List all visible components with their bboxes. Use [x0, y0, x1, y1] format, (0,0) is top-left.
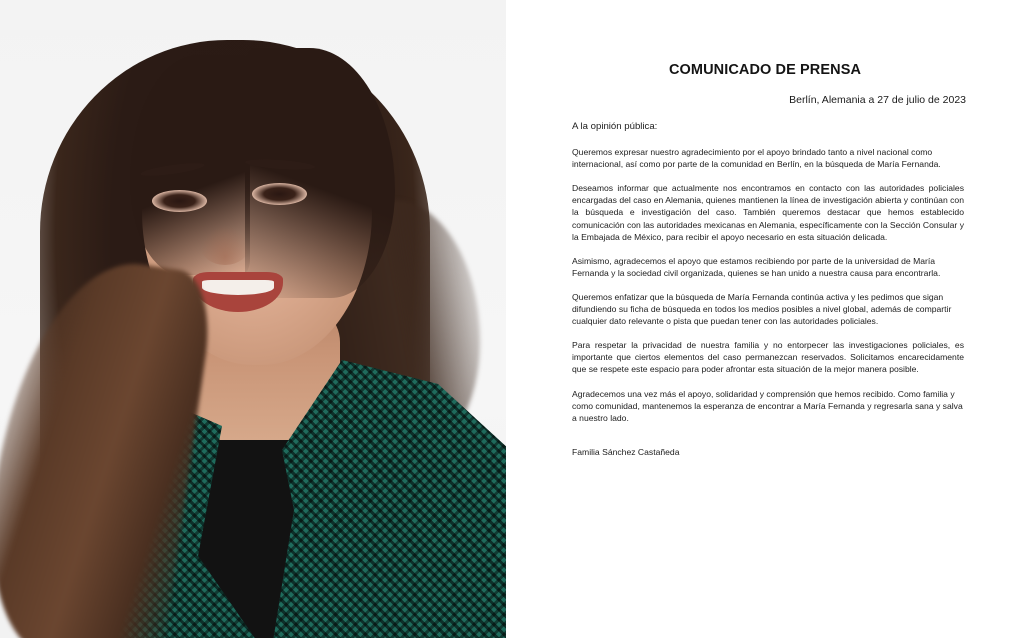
paragraph-1: Queremos expresar nuestro agradecimiento por el apoyo brindado tanto a nivel nacional como internacional, así como por parte de la comunidad en Berlín, en la búsqueda de María Fernanda.: [572, 147, 941, 170]
document-title: COMUNICADO DE PRENSA: [668, 62, 862, 78]
smile-teeth: [202, 280, 274, 295]
document-body: [572, 121, 964, 470]
portrait-photo: [0, 0, 506, 638]
paragraph-5: Para respetar la privacidad de nuestra familia y no entorpecer las investigaciones policiales, es importante que ciertos elementos del caso permanezcan reservados. Solicitamos encarecidamente que se respete este espacio para poder afrontar esta situación de la mejor manera posible.: [572, 340, 964, 375]
press-release-document: [506, 0, 1024, 638]
date-line: Berlín, Alemania a 27 de julio de 2023: [789, 94, 966, 106]
eye-left: [152, 190, 207, 212]
nose-shape: [200, 225, 250, 265]
paragraph-4: Queremos enfatizar que la búsqueda de María Fernanda continúa activa y les pedimos que sigan difundiendo su ficha de búsqueda en todos los medios posibles a nivel global, además de compartir cualquier dato relevante o pista que puedan tener con las autoridades policiales.: [572, 291, 952, 327]
signature: Familia Sánchez Castañeda: [572, 446, 680, 457]
paragraph-3: Asimismo, agradecemos el apoyo que estamos recibiendo por parte de la universidad de María Fernanda y la sociedad civil organizada, quienes se han unido a nuestra causa para encontrarla.: [572, 255, 941, 278]
salutation: A la opinión pública:: [572, 121, 658, 132]
paragraph-2: Deseamos informar que actualmente nos encontramos en contacto con las autoridades policiales encargadas del caso en Alemania, quienes mantienen la línea de investigación abierta y continúan con la búsqueda e investigación del caso. También queremos destacar que hemos establecido comunicación con las autoridades mexicanas en Alemania, específicamente con la Sección Consular y la Embajada de México, para recibir el apoyo necesario en esta situación delicada.: [572, 183, 964, 242]
paragraph-6: Agradecemos una vez más el apoyo, solidaridad y comprensión que hemos recibido. Como familia y como comunidad, mantenemos la esperanza de encontrar a María Fernanda y regresarla sana y salva a nuestro lado.: [572, 388, 963, 423]
hair-fringe-right: [245, 48, 395, 298]
eye-right: [252, 183, 307, 205]
